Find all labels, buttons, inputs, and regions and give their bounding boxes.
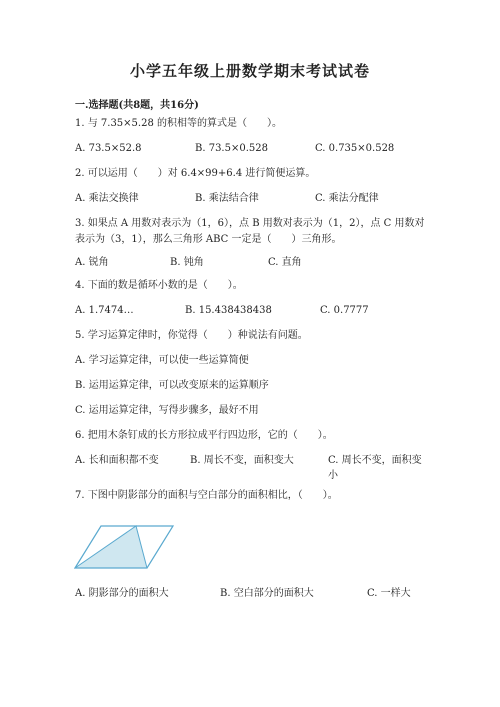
question-5-option-c[interactable]: C. 运用运算定律，写得步骤多，最好不用 [75, 405, 259, 416]
question-3-option-b[interactable]: B. 钝角 [170, 257, 204, 268]
question-1-option-c[interactable]: C. 0.735×0.528 [315, 143, 395, 154]
section-heading: 一.选择题(共8题，共16分) [75, 100, 199, 111]
question-4-option-a[interactable]: A. 1.7474… [75, 305, 134, 316]
question-6-option-b[interactable]: B. 周长不变，面积变大 [190, 455, 294, 466]
question-5-option-b[interactable]: B. 运用运算定律，可以改变原来的运算顺序 [75, 380, 269, 391]
question-1-option-a[interactable]: A. 73.5×52.8 [75, 143, 142, 154]
question-2-stem: 2. 可以运用（ ）对 6.4×99+6.4 进行简便运算。 [75, 168, 316, 179]
question-3-option-a[interactable]: A. 锐角 [75, 257, 109, 268]
question-7-stem: 7. 下图中阴影部分的面积与空白部分的面积相比，（ ）。 [75, 490, 338, 501]
question-6-option-a[interactable]: A. 长和面积都不变 [75, 455, 159, 466]
question-4-option-b[interactable]: B. 15.438438438 [185, 305, 272, 316]
shaded-triangle [75, 526, 147, 568]
question-7-option-a[interactable]: A. 阴影部分的面积大 [75, 588, 169, 599]
question-4-option-c[interactable]: C. 0.7777 [320, 305, 369, 316]
question-1-option-b[interactable]: B. 73.5×0.528 [195, 143, 268, 154]
parallelogram-figure [74, 524, 174, 570]
question-2-option-c[interactable]: C. 乘法分配律 [315, 193, 379, 204]
question-3-stem: 3. 如果点 A 用数对表示为（1，6），点 B 用数对表示为（1，2），点 C 用数对表示为（3，1），那么三角形 ABC 一定是（ ）三角形。 [75, 218, 425, 245]
question-5-option-a[interactable]: A. 学习运算定律，可以使一些运算简便 [75, 355, 249, 366]
question-2-option-b[interactable]: B. 乘法结合律 [195, 193, 259, 204]
question-6-stem: 6. 把用木条钉成的长方形拉成平行四边形，它的（ ）。 [75, 430, 333, 441]
question-3-option-c[interactable]: C. 直角 [268, 257, 302, 268]
question-7-option-b[interactable]: B. 空白部分的面积大 [220, 588, 314, 599]
question-1-stem: 1. 与 7.35×5.28 的积相等的算式是（ ）。 [75, 118, 282, 129]
question-2-option-a[interactable]: A. 乘法交换律 [75, 193, 139, 204]
question-6-option-c[interactable]: C. 周长不变，面积变小 [328, 455, 422, 481]
question-4-stem: 4. 下面的数是循环小数的是（ ）。 [75, 280, 243, 291]
exam-title: 小学五年级上册数学期末考试试卷 [129, 62, 370, 80]
question-5-stem: 5. 学习运算定律时，你觉得（ ）种说法有问题。 [75, 330, 308, 341]
question-7-option-c[interactable]: C. 一样大 [367, 588, 411, 599]
